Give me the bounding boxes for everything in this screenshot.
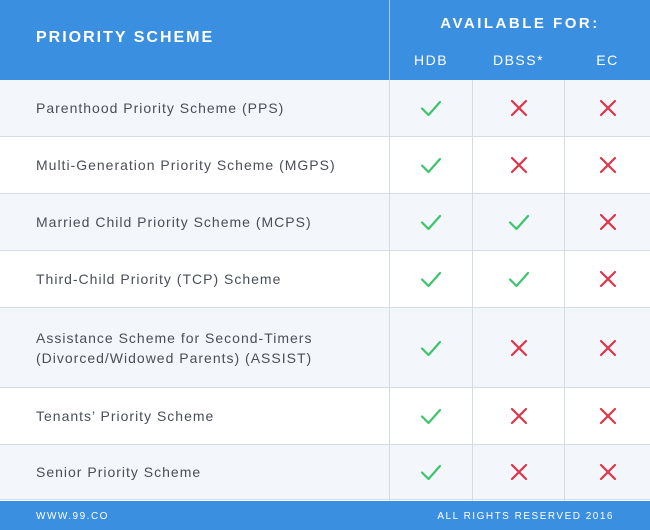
cross-icon <box>597 154 619 176</box>
availability-cell-dbss <box>473 308 564 387</box>
check-icon <box>420 154 442 176</box>
cross-icon <box>597 268 619 290</box>
scheme-name: Parenthood Priority Scheme (PPS) <box>36 100 285 116</box>
column-header-dbss: DBSS* <box>492 52 545 68</box>
availability-cell-ec <box>565 137 650 193</box>
availability-cell-hdb <box>390 194 472 250</box>
cross-icon <box>508 97 530 119</box>
table-row <box>0 251 650 308</box>
availability-cell-hdb <box>390 251 472 307</box>
availability-cell-hdb <box>390 445 472 499</box>
scheme-name: Third-Child Priority (TCP) Scheme <box>36 271 282 287</box>
cross-icon <box>597 211 619 233</box>
availability-cell-hdb <box>390 308 472 387</box>
availability-cell-dbss <box>473 137 564 193</box>
availability-cell-hdb <box>390 80 472 136</box>
scheme-name: Tenants’ Priority Scheme <box>36 408 215 424</box>
scheme-name: Married Child Priority Scheme (MCPS) <box>36 214 312 230</box>
column-divider <box>564 80 565 501</box>
footer <box>0 501 650 530</box>
table-row <box>0 388 650 445</box>
available-for-heading: AVAILABLE FOR: <box>440 15 600 32</box>
check-icon <box>420 461 442 483</box>
scheme-name: Senior Priority Scheme <box>36 464 202 480</box>
cross-icon <box>508 337 530 359</box>
check-icon <box>508 211 530 233</box>
footer-copyright: ALL RIGHTS RESERVED 2016 <box>437 511 614 522</box>
table-row <box>0 80 650 137</box>
column-divider <box>472 80 473 501</box>
check-icon <box>420 337 442 359</box>
cross-icon <box>508 405 530 427</box>
availability-cell-ec <box>565 194 650 250</box>
table-body <box>0 80 650 500</box>
cross-icon <box>597 337 619 359</box>
column-header-ec: EC <box>596 52 619 68</box>
availability-cell-dbss <box>473 80 564 136</box>
table-row <box>0 137 650 194</box>
availability-cell-dbss <box>473 445 564 499</box>
availability-cell-hdb <box>390 137 472 193</box>
cross-icon <box>508 154 530 176</box>
availability-cell-ec <box>565 251 650 307</box>
availability-cell-hdb <box>390 388 472 444</box>
availability-cell-ec <box>565 388 650 444</box>
availability-cell-ec <box>565 308 650 387</box>
cross-icon <box>597 97 619 119</box>
table-header <box>0 0 650 80</box>
availability-cell-ec <box>565 445 650 499</box>
check-icon <box>420 97 442 119</box>
availability-cell-dbss <box>473 194 564 250</box>
cross-icon <box>597 405 619 427</box>
check-icon <box>420 268 442 290</box>
check-icon <box>420 405 442 427</box>
scheme-name: Multi-Generation Priority Scheme (MGPS) <box>36 157 336 173</box>
column-divider <box>389 80 390 501</box>
availability-cell-dbss <box>473 251 564 307</box>
priority-scheme-heading: PRIORITY SCHEME <box>36 29 215 46</box>
check-icon <box>508 268 530 290</box>
check-icon <box>420 211 442 233</box>
table-row <box>0 308 650 388</box>
cross-icon <box>508 461 530 483</box>
table-row <box>0 194 650 251</box>
column-header-hdb: HDB <box>413 52 449 68</box>
header-divider <box>389 0 390 80</box>
footer-website: WWW.99.CO <box>36 511 109 522</box>
table-row <box>0 445 650 500</box>
cross-icon <box>597 461 619 483</box>
scheme-name: Assistance Scheme for Second-Timers (Divorced/Widowed Parents) (ASSIST) <box>36 329 313 366</box>
availability-cell-dbss <box>473 388 564 444</box>
availability-cell-ec <box>565 80 650 136</box>
